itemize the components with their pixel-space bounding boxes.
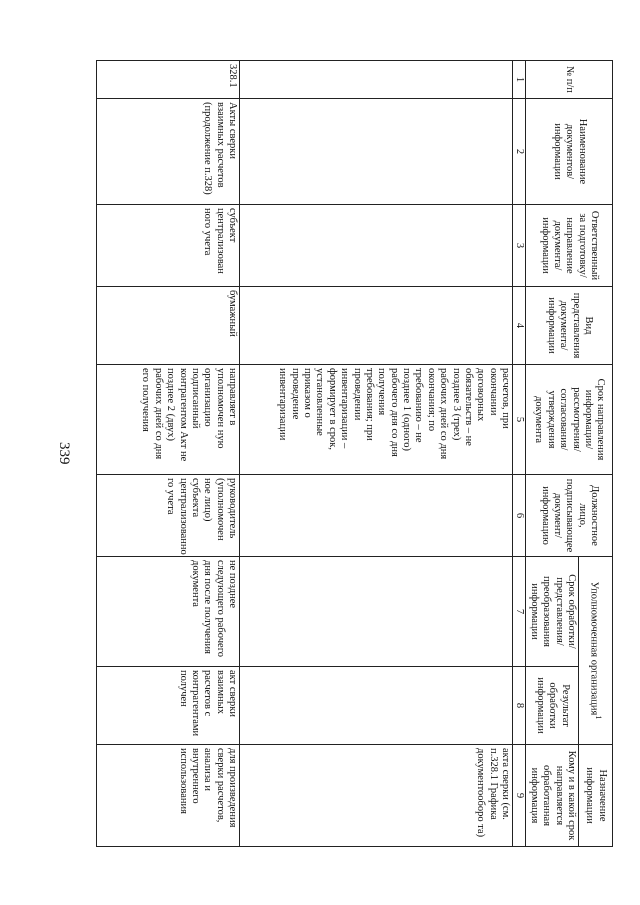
col-number: 8 (513, 667, 526, 745)
col-number: 3 (513, 205, 526, 287)
cell-deadline: направляет в уполномочен ную организацию подписанный контрагентом Акт не позднее 2 (двух) рабочих дней со дня его получения (97, 365, 240, 475)
col-number: 5 (513, 365, 526, 475)
header-signatory: Должностное лицо, подписывающее документ/ информацию (526, 475, 613, 557)
cell-number (240, 61, 513, 99)
cell-format: бумажный (97, 287, 240, 365)
cell-signatory (240, 475, 513, 557)
cell-format (240, 287, 513, 365)
header-number: № п/п (526, 61, 613, 99)
cell-result (240, 667, 513, 745)
col-number: 7 (513, 557, 526, 667)
group-authorized-label: Уполномоченная организация (588, 581, 600, 716)
table-row-328-1 (97, 61, 240, 847)
document-table-rotated (93, 60, 613, 846)
cell-result: акт сверки взаимных расчетов с контрагентами получен (97, 667, 240, 745)
header-format: Вид представления документа/ информации (526, 287, 613, 365)
header-doc-name: Наименование документов/ информации (526, 99, 613, 205)
footnote-marker: 1 (594, 715, 604, 720)
header-result: Результат обработки информации (526, 667, 579, 745)
col-number: 1 (513, 61, 526, 99)
cell-doc-name (240, 99, 513, 205)
header-group-authorized (579, 557, 613, 745)
cell-processing-time (240, 557, 513, 667)
col-number: 2 (513, 99, 526, 205)
cell-recipient: акта сверки (см. п.328.1 Графика документооборо та) (240, 745, 513, 847)
table-row-continuation (240, 61, 513, 847)
column-number-row (513, 61, 526, 847)
col-number: 9 (513, 745, 526, 847)
cell-processing-time: не позднее следующего рабочего дня после получения документа (97, 557, 240, 667)
cell-number: 328.1 (97, 61, 240, 99)
cell-doc-name: Акты сверки взаимных расчетов (продолжение п.328) (97, 99, 240, 205)
document-flow-table (96, 60, 613, 847)
col-number: 6 (513, 475, 526, 557)
col-number: 4 (513, 287, 526, 365)
cell-recipient: для произведения сверки расчетов, анализа и внутреннего использования (97, 745, 240, 847)
header-deadline: Срок направления информации/ рассмотрения/ согласования/ утверждения документа (526, 365, 613, 475)
cell-responsible (240, 205, 513, 287)
cell-responsible: субъект централизован ного учета (97, 205, 240, 287)
cell-deadline: расчетов, при окончании договорных обязательств – не позднее 3 (трех) рабочих дней со дня окончания; по требованию – не позднее 1 (одного) рабочего дня со дня получения требования; при проведении инвентаризации – формирует в срок, установленные приказом о проведение инвентаризации (240, 365, 513, 475)
header-processing-time: Срок обработки/ представления/ преобразования информации (526, 557, 579, 667)
cell-signatory: руководитель (уполномочен ное лицо) субъекта централизованно го учета (97, 475, 240, 557)
header-responsible: Ответственный за подготовку/ направление документа/ информации (526, 205, 613, 287)
header-recipient: Кому и в какой срок направляется обработанная информация (526, 745, 579, 847)
header-group-purpose: Назначение информации (579, 745, 613, 847)
page-number: 339 (56, 442, 72, 465)
